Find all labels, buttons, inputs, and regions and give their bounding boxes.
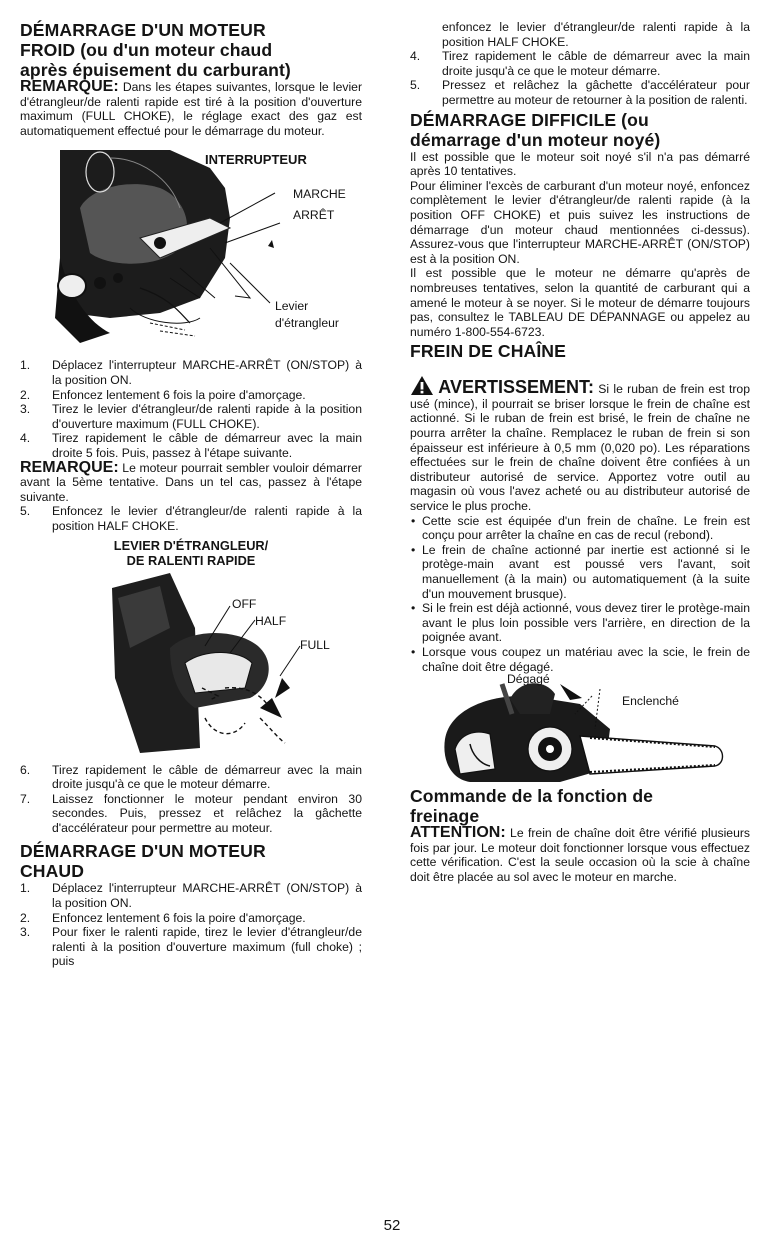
stop-label: ARRÊT (293, 208, 335, 223)
off-label: OFF (232, 596, 257, 611)
warning-label: AVERTISSEMENT: (438, 377, 594, 398)
chain-brake-figure (410, 674, 750, 786)
step-item: 2. Enfoncez lentement 6 fois la poire d'amorçage. (20, 910, 306, 925)
section-title (20, 20, 362, 40)
bullet-item: • Cette scie est équipée d'un frein de chaîne. Le frein est conçu pour arrêter la chaîne en cas de recul (rebond). (410, 514, 750, 543)
lever-label: Levier (275, 299, 309, 314)
steps-list (20, 763, 362, 836)
section-title (20, 861, 362, 881)
warning-text: Si le ruban de frein est trop usé (mince), il pourrait se briser lorsque le frein de chaîne est actionné. Si le ruban de frein est brisé, le frein de chaîne ne pourra arrêter la chaîne. Remplacez le ruban de frein si son épaisseur est inférieure à 0,5 mm (0,020 po). Les réparations effectuées sur le frein de chaîne doivent être confiées à un distributeur autorisé de service. Apportez votre outil au magasin où vous l'avez acheté ou au distributeur autorisé de service le plus proche. (410, 382, 750, 514)
section-title (20, 60, 362, 80)
section-title (410, 806, 750, 826)
switch-figure (20, 148, 362, 356)
chain-brake-illustration (410, 674, 750, 786)
section-title (410, 341, 750, 361)
choke-lever-figure (20, 538, 362, 753)
full-label: FULL (300, 637, 330, 652)
step-item: 1. Déplacez l'interrupteur MARCHE-ARRÊT (ON/STOP) à la position ON. (20, 358, 362, 387)
remark-paragraph (20, 458, 362, 505)
steps-list (410, 49, 750, 107)
title-line: DÉMARRAGE DIFFICILE (ou (410, 109, 649, 130)
page-number: 52 (383, 1217, 401, 1234)
bullet-item: • Le frein de chaîne actionné par inertie est actionné si le protège-main avant est poussé vers l'avant, soit manuellement (à la main) ou automatiquement (à la suite d'un mouvement brusque). (410, 543, 750, 601)
step-item: 3. Pour fixer le ralenti rapide, tirez le levier d'étrangleur/de ralenti à la position d'ouverture maximum (full choke) ; puis (20, 925, 362, 969)
step-item: 3. Tirez le levier d'étrangleur/de ralenti rapide à la position d'ouverture maximum (FULL CHOKE). (20, 402, 362, 431)
step-item: 5. Enfoncez le levier d'étrangleur/de ralenti rapide à la position HALF CHOKE. (20, 504, 362, 533)
attention-paragraph (410, 826, 750, 884)
continued-step: enfoncez le levier d'étrangleur/de ralenti rapide à la position HALF CHOKE. (442, 20, 750, 49)
bullet-item: • Lorsque vous coupez un matériau avec la scie, le frein de chaîne doit être dégagé. (410, 645, 750, 674)
step-item: 2. Enfoncez lentement 6 fois la poire d'amorçage. (20, 387, 306, 402)
bullet-item: • Si le frein est déjà actionné, vous devez tirer le protège-main avant le plus loin possible vers l'arrière, en direction de la poignée avant. (410, 601, 750, 645)
switch-label: INTERRUPTEUR (205, 152, 307, 168)
step-item: 7. Laissez fonctionner le moteur pendant environ 30 secondes. Puis, pressez et relâchez la gâchette d'accélérateur pour permettre au moteur. (20, 791, 362, 835)
choke-label: d'étrangleur (275, 316, 339, 331)
warning-icon (410, 375, 434, 396)
figure-title: LEVIER D'ÉTRANGLEUR/ (113, 537, 269, 553)
disengaged-label: Dégagé (507, 672, 550, 687)
title-line: FREIN DE CHAÎNE (410, 341, 566, 362)
title-line: FROID (ou d'un moteur chaud (20, 40, 273, 60)
bullet-list (410, 514, 750, 675)
warning-paragraph (410, 375, 750, 513)
remark-label: REMARQUE: (20, 458, 119, 476)
engaged-label: Enclenché (622, 694, 679, 709)
remark-paragraph (20, 80, 362, 138)
right-column (410, 20, 750, 885)
half-label: HALF (255, 613, 287, 628)
section-title (20, 841, 362, 861)
remark-label: REMARQUE: (20, 78, 119, 95)
title-line: démarrage d'un moteur noyé) (410, 129, 661, 150)
step-item: 1. Déplacez l'interrupteur MARCHE-ARRÊT (ON/STOP) à la position ON. (20, 881, 362, 911)
steps-list (20, 358, 362, 460)
step-item: 5. Pressez et relâchez la gâchette d'accélérateur pour permettre au moteur de retourner à la position de ralenti. (410, 78, 750, 107)
body-paragraph: Il est possible que le moteur ne démarre qu'après de nombreuses tentatives, selon la quantité de carburant qui a amené le moteur à se noyer. Si le moteur de démarre toujours pas, consultez le TABLEAU DE DÉPANNAGE ou appelez au numéro 1-800-554-6723. (410, 266, 750, 339)
title-line: freinage (410, 806, 480, 827)
left-column (20, 20, 362, 969)
step-item: 4. Tirez rapidement le câble de démarreur avec la main droite 5 fois. Puis, passez à l'étape suivante. (20, 431, 362, 460)
on-label: MARCHE (293, 187, 346, 202)
section-title (20, 40, 362, 60)
remark-text: Le moteur pourrait sembler vouloir démarrer avant la 5ème tentative. Dans un tel cas, passez à l'étape suivante. (20, 460, 362, 504)
body-paragraph: Pour éliminer l'excès de carburant d'un moteur noyé, enfoncez complètement le levier d'étrangleur/de ralenti rapide (à la position OFF CHOKE) et puis suivez les instructions de démarrage d'un moteur chaud mentionnées ci-dessus). Assurez-vous que l'interrupteur MARCHE-ARRÊT (ON/STOP) est à la position ON. (410, 178, 750, 266)
title-line: Commande de la fonction de (410, 786, 654, 807)
choke-lever-illustration (20, 568, 362, 753)
title-line: DÉMARRAGE D'UN MOTEUR (20, 20, 266, 40)
steps-list (20, 881, 362, 969)
steps-list (20, 504, 362, 533)
section-title (410, 786, 750, 806)
attention-text: Le frein de chaîne doit être vérifié plusieurs fois par jour. Le moteur doit fonctionner lorsque vous effectuez cette vérification. C'est la seule occasion où la scie à chaîne doit être placée au sol avec le moteur en marche. (410, 826, 750, 884)
step-item: 6. Tirez rapidement le câble de démarreur avec la main droite jusqu'à ce que le moteur démarre. (20, 762, 362, 792)
remark-text: Dans les étapes suivantes, lorsque le levier d'étrangleur/de ralenti rapide est tiré à la position d'ouverture maximum (FULL CHOKE), le réglage exact des gaz est automatiquement effectué pour le démarrage du moteur. (20, 80, 362, 138)
section-title (410, 130, 750, 150)
figure-title: DE RALENTI RAPIDE (126, 552, 256, 568)
body-paragraph: Il est possible que le moteur soit noyé s'il n'a pas démarré après 10 tentatives. (410, 149, 750, 179)
title-line: après épuisement du carburant) (20, 60, 291, 80)
attention-label: ATTENTION: (410, 824, 506, 842)
title-line: CHAUD (20, 861, 85, 882)
step-item: 4. Tirez rapidement le câble de démarreur avec la main droite jusqu'à ce que le moteur démarre. (410, 49, 750, 78)
section-title (410, 110, 750, 130)
title-line: DÉMARRAGE D'UN MOTEUR (20, 841, 266, 862)
